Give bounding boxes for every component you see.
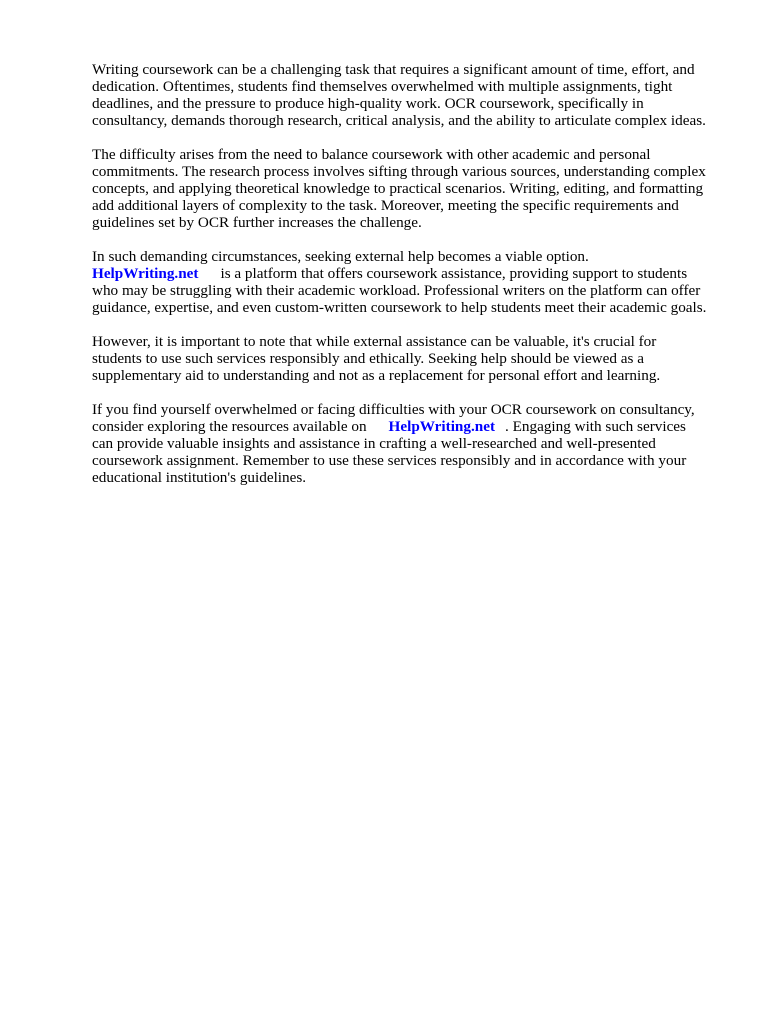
text-line: consultancy, demands thorough research, critical analysis, and the ability to articulate complex ideas. <box>92 112 706 129</box>
text-line: The difficulty arises from the need to balance coursework with other academic and personal <box>92 146 651 163</box>
paragraph-difficulty <box>92 146 732 231</box>
text-line: supplementary aid to understanding and not as a replacement for personal effort and learning. <box>92 367 661 384</box>
text-line: Writing coursework can be a challenging task that requires a significant amount of time, effort, and <box>92 61 695 78</box>
paragraph-external-help <box>92 248 732 316</box>
text-line: can provide valuable insights and assistance in crafting a well-researched and well-presented <box>92 435 656 452</box>
paragraph-responsibility <box>92 333 732 384</box>
text-line: coursework assignment. Remember to use these services responsibly and in accordance with your <box>92 452 687 469</box>
text-line: dedication. Oftentimes, students find themselves overwhelmed with multiple assignments, tight <box>92 78 673 95</box>
text-fragment: consider exploring the resources available on <box>92 418 367 435</box>
text-line: concepts, and applying theoretical knowledge to practical scenarios. Writing, editing, and formatting <box>92 180 704 197</box>
text-line: guidance, expertise, and even custom-written coursework to help students meet their academic goals. <box>92 299 707 316</box>
text-line: guidelines set by OCR further increases the challenge. <box>92 214 422 231</box>
text-fragment: . Engaging with such services <box>505 418 686 435</box>
text-line: commitments. The research process involves sifting through various sources, understanding complex <box>92 163 706 180</box>
text-line: who may be struggling with their academic workload. Professional writers on the platform can offer <box>92 282 701 299</box>
text-line <box>92 265 732 282</box>
helpwriting-link[interactable]: HelpWriting.net <box>388 418 496 435</box>
document-page <box>92 61 732 503</box>
text-line: students to use such services responsibly and ethically. Seeking help should be viewed as a <box>92 350 644 367</box>
text-line: educational institution's guidelines. <box>92 469 307 486</box>
text-fragment: is a platform that offers coursework assistance, providing support to students <box>220 265 688 282</box>
text-line <box>92 418 732 435</box>
helpwriting-link[interactable]: HelpWriting.net <box>92 265 199 282</box>
text-line: However, it is important to note that while external assistance can be valuable, it's crucial for <box>92 333 657 350</box>
text-line: If you find yourself overwhelmed or facing difficulties with your OCR coursework on consultancy, <box>92 401 695 418</box>
paragraph-conclusion <box>92 401 732 486</box>
text-line: deadlines, and the pressure to produce high-quality work. OCR coursework, specifically in <box>92 95 644 112</box>
paragraph-intro <box>92 61 732 129</box>
text-line: add additional layers of complexity to the task. Moreover, meeting the specific requirements and <box>92 197 679 214</box>
text-line: In such demanding circumstances, seeking external help becomes a viable option. <box>92 248 589 265</box>
